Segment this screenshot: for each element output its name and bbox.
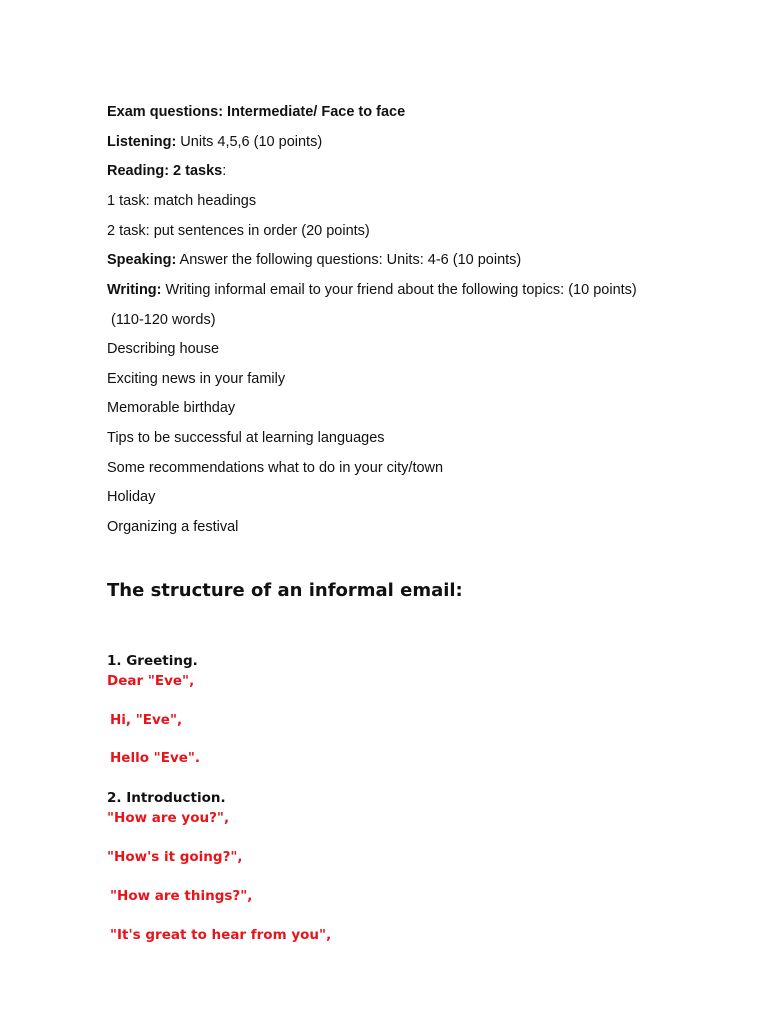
introduction-example: "It's great to hear from you", [110,927,332,943]
topic-item: Some recommendations what to do in your city/town [107,460,444,476]
topic-item: Describing house [107,341,220,357]
writing-text: Writing informal email to your friend about the following topics: (10 points) [161,282,637,298]
word-count: (110-120 words) [107,312,216,328]
listening-text: Units 4,5,6 (10 points) [176,134,323,150]
listening-label: Listening: [107,134,177,150]
greeting-example: Hi, "Eve", [110,712,183,728]
writing-label: Writing: [107,282,162,298]
reading-task-2: 2 task: put sentences in order (20 points) [107,223,370,239]
reading-task-1: 1 task: match headings [107,193,257,209]
reading-text: : [222,163,227,179]
topic-item: Tips to be successful at learning languages [107,430,385,446]
reading-line [107,162,226,180]
topic-item: Organizing a festival [107,519,239,535]
greeting-example: Hello "Eve". [110,750,201,766]
structure-heading: The structure of an informal email: [107,580,463,601]
introduction-example: "How's it going?", [107,849,243,865]
reading-label: Reading: 2 tasks [107,163,223,179]
topic-item: Memorable birthday [107,400,236,416]
speaking-text: Answer the following questions: Units: 4-6 (10 points) [176,252,522,268]
introduction-example: "How are you?", [107,810,230,826]
exam-title: Exam questions: Intermediate/ Face to face [107,104,406,120]
topic-item: Holiday [107,489,156,505]
greeting-title: 1. Greeting. [107,653,198,669]
topic-item: Exciting news in your family [107,371,286,387]
speaking-line [107,251,521,269]
listening-line [107,133,322,151]
introduction-title: 2. Introduction. [107,790,226,806]
writing-line [107,281,637,299]
introduction-example: "How are things?", [110,888,253,904]
speaking-label: Speaking: [107,252,177,268]
greeting-example: Dear "Eve", [107,673,195,689]
